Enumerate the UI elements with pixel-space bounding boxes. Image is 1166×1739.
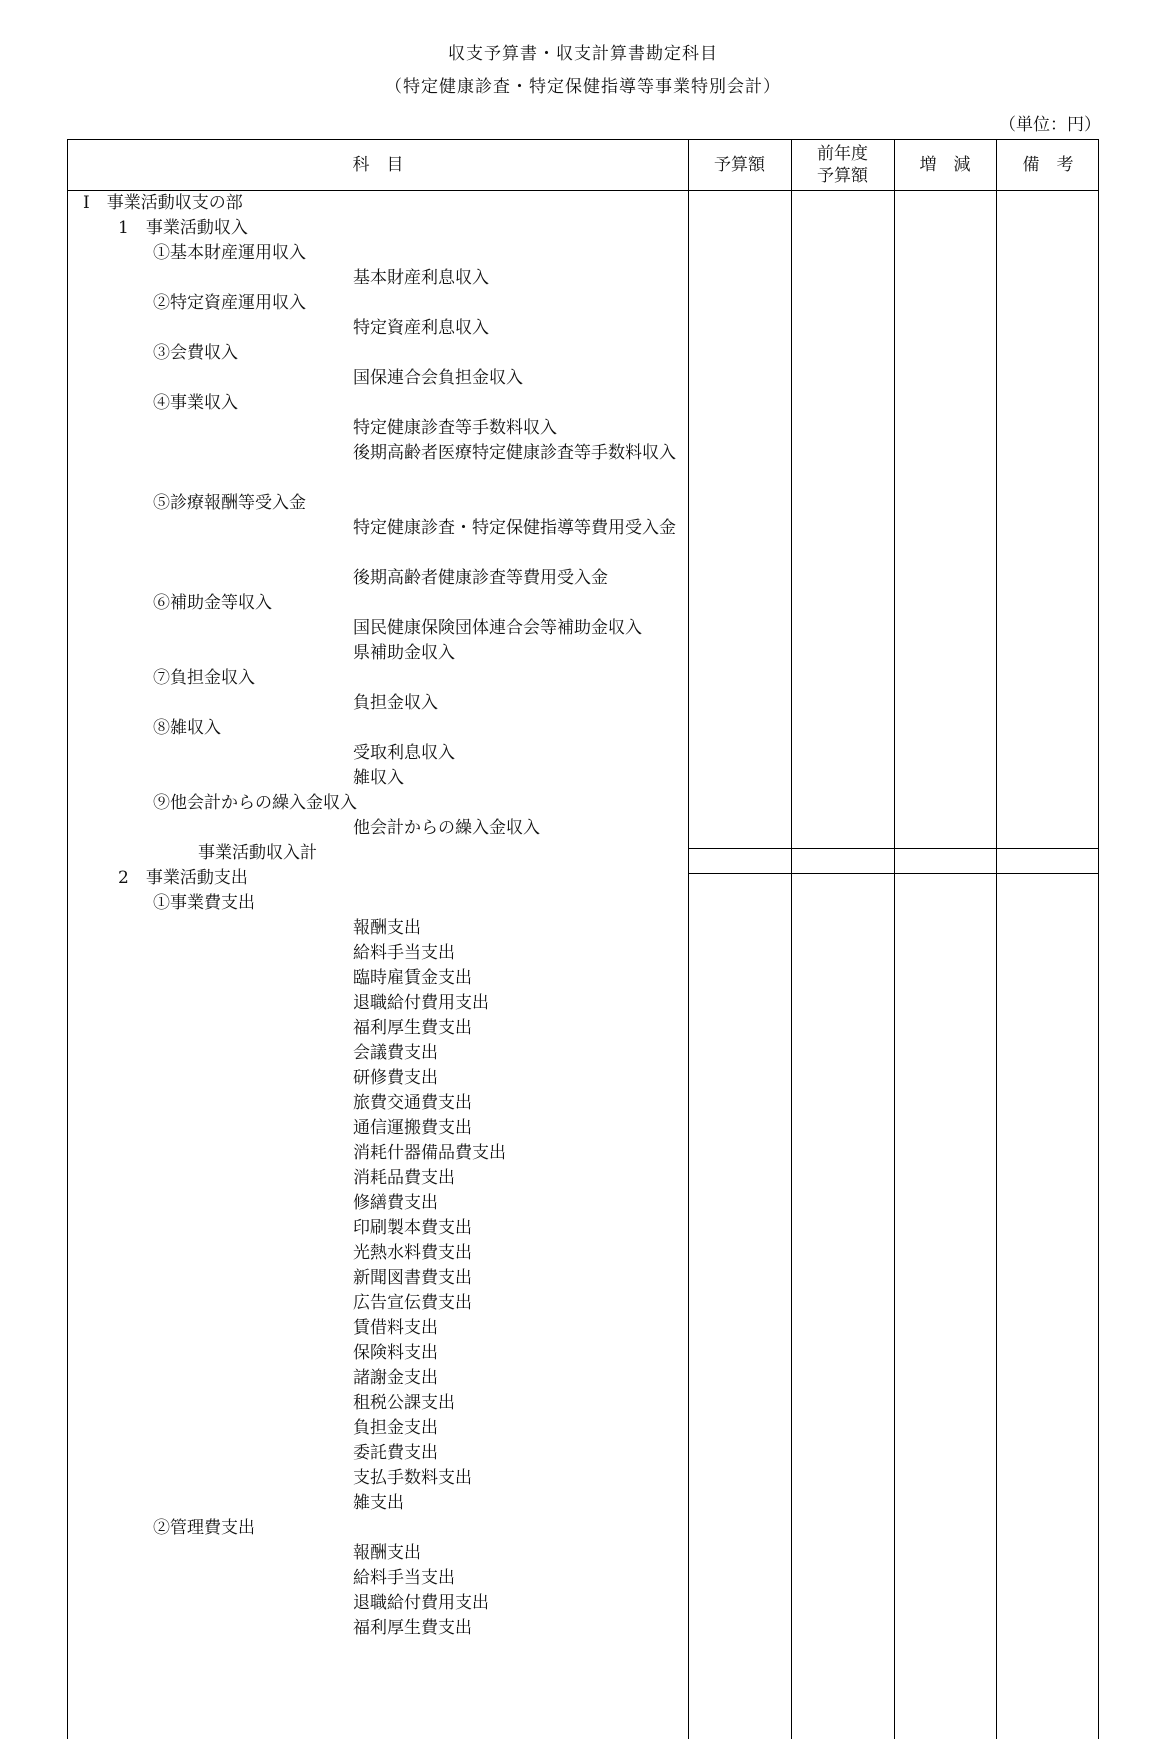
category-heading: 1 事業活動収入 (118, 218, 248, 238)
account-item: 退職給付費用支出 (353, 993, 489, 1013)
unit-label: （単位：円） (999, 115, 1101, 135)
subcategory-heading: ⑥補助金等収入 (153, 593, 272, 613)
account-item: 負担金収入 (353, 693, 438, 713)
account-item: 特定健康診査等手数料収入 (353, 418, 557, 438)
account-item: 後期高齢者医療特定健康診査等手数料収入 (353, 443, 676, 463)
account-item: 広告宣伝費支出 (353, 1293, 472, 1313)
account-item: 国保連合会負担金収入 (353, 368, 523, 388)
account-table (67, 139, 1099, 1739)
account-item: 特定健康診査・特定保健指導等費用受入金 (353, 518, 676, 538)
account-item: 委託費支出 (353, 1443, 438, 1463)
account-item: 保険料支出 (353, 1343, 438, 1363)
account-item: 報酬支出 (353, 1543, 421, 1563)
subcategory-heading: ①基本財産運用収入 (153, 243, 306, 263)
account-item: 消耗品費支出 (353, 1168, 455, 1188)
account-item: 基本財産利息収入 (353, 268, 489, 288)
account-item: 給料手当支出 (353, 943, 455, 963)
account-item: 印刷製本費支出 (353, 1218, 472, 1238)
account-item: 特定資産利息収入 (353, 318, 489, 338)
account-item: 臨時雇賃金支出 (353, 968, 472, 988)
subcategory-heading: ⑤診療報酬等受入金 (153, 493, 306, 513)
category-heading: 2 事業活動支出 (118, 868, 248, 888)
header-budget: 予算額 (714, 155, 765, 175)
subcategory-heading: ⑨他会計からの繰入金収入 (153, 793, 357, 813)
account-item: 光熱水料費支出 (353, 1243, 472, 1263)
account-item: 研修費支出 (353, 1068, 438, 1088)
account-item: 福利厚生費支出 (353, 1618, 472, 1638)
subcategory-heading: ⑧雑収入 (153, 718, 221, 738)
header-prev-budget: 前年度 予算額 (817, 144, 868, 186)
subtotal-top-line (688, 848, 1098, 849)
section-heading: Ⅰ 事業活動収支の部 (83, 193, 243, 213)
account-item: 退職給付費用支出 (353, 1593, 489, 1613)
column-divider (688, 140, 689, 1739)
account-item: 負担金支出 (353, 1418, 438, 1438)
header-remarks: 備 考 (1022, 155, 1074, 175)
account-item: 新聞図書費支出 (353, 1268, 472, 1288)
column-divider (894, 140, 895, 1739)
account-item: 給料手当支出 (353, 1568, 455, 1588)
subcategory-heading: ①事業費支出 (153, 893, 255, 913)
subcategory-heading: ②管理費支出 (153, 1518, 255, 1538)
subtotal-label: 事業活動収入計 (198, 843, 317, 863)
column-divider (996, 140, 997, 1739)
subcategory-heading: ②特定資産運用収入 (153, 293, 306, 313)
document-subtitle: （特定健康診査・特定保健指導等事業特別会計） (385, 77, 781, 97)
account-item: 支払手数料支出 (353, 1468, 472, 1488)
account-item: 通信運搬費支出 (353, 1118, 472, 1138)
account-item: 後期高齢者健康診査等費用受入金 (353, 568, 608, 588)
column-divider (791, 140, 792, 1739)
account-item: 賃借料支出 (353, 1318, 438, 1338)
header-subject: 科 目 (352, 155, 404, 175)
account-item: 旅費交通費支出 (353, 1093, 472, 1113)
account-item: 他会計からの繰入金収入 (353, 818, 540, 838)
account-item: 会議費支出 (353, 1043, 438, 1063)
subcategory-heading: ⑦負担金収入 (153, 668, 255, 688)
header-divider (68, 190, 1098, 191)
account-item: 国民健康保険団体連合会等補助金収入 (353, 618, 642, 638)
account-item: 福利厚生費支出 (353, 1018, 472, 1038)
account-item: 租税公課支出 (353, 1393, 455, 1413)
subcategory-heading: ③会費収入 (153, 343, 238, 363)
account-item: 受取利息収入 (353, 743, 455, 763)
subcategory-heading: ④事業収入 (153, 393, 238, 413)
header-change: 増 減 (919, 155, 971, 175)
subtotal-bottom-line (688, 873, 1098, 874)
account-item: 修繕費支出 (353, 1193, 438, 1213)
account-item: 雑収入 (353, 768, 404, 788)
account-item: 諸謝金支出 (353, 1368, 438, 1388)
account-item: 雑支出 (353, 1493, 404, 1513)
account-item: 消耗什器備品費支出 (353, 1143, 506, 1163)
account-item: 県補助金収入 (353, 643, 455, 663)
document-title: 収支予算書・収支計算書勘定科目 (448, 44, 718, 64)
account-item: 報酬支出 (353, 918, 421, 938)
